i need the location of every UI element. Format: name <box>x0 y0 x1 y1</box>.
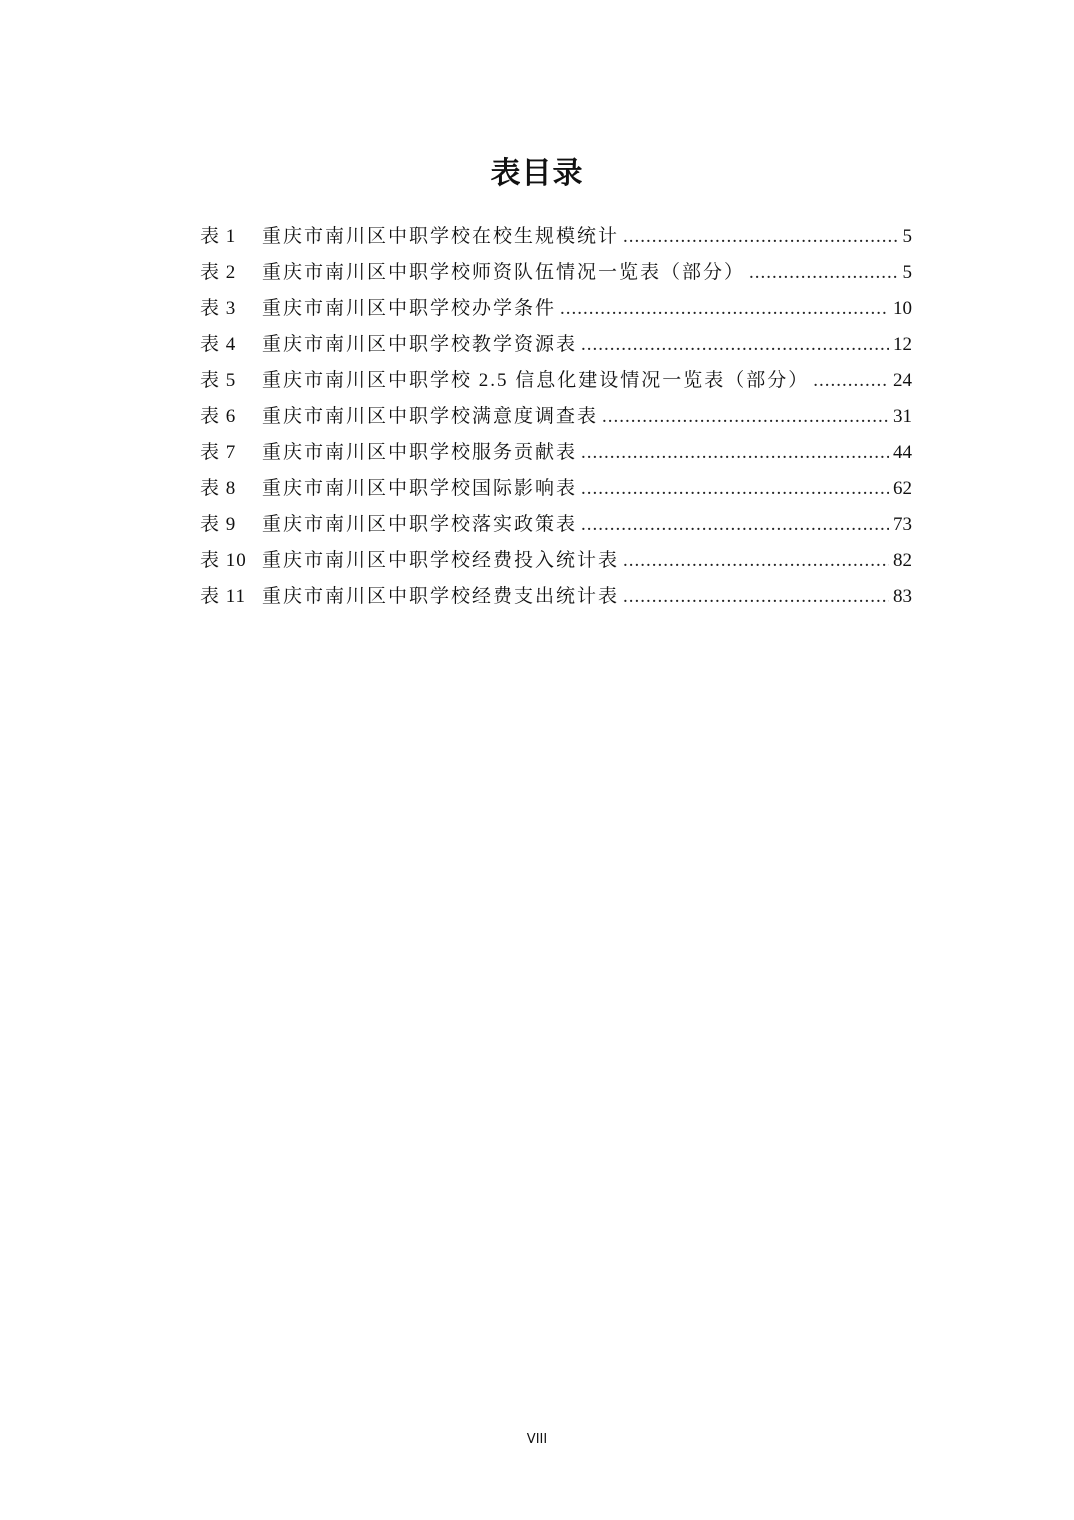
dot-leader <box>581 327 889 363</box>
toc-entry-title: 重庆市南川区中职学校满意度调查表 <box>262 406 599 427</box>
toc-entry-title: 重庆市南川区中职学校服务贡献表 <box>262 442 578 463</box>
dot-leader <box>581 435 889 471</box>
toc-entry-label: 表 11 <box>200 586 247 607</box>
toc-entry-label: 表 3 <box>200 298 237 319</box>
dot-leader <box>560 291 889 327</box>
toc-entry-label: 表 2 <box>200 262 237 283</box>
dot-leader <box>602 399 889 435</box>
toc-entry-8[interactable] <box>200 471 912 507</box>
toc-entry-3[interactable] <box>200 291 912 327</box>
toc-entry-title: 重庆市南川区中职学校在校生规模统计 <box>262 226 620 247</box>
toc-entry-page: 73 <box>893 514 912 535</box>
toc-entry-title: 重庆市南川区中职学校师资队伍情况一览表（部分） <box>262 262 746 283</box>
toc-entry-page: 24 <box>893 370 912 391</box>
toc-entry-title: 重庆市南川区中职学校经费支出统计表 <box>262 586 620 607</box>
toc-entry-page: 5 <box>902 262 912 283</box>
toc-entry-title: 重庆市南川区中职学校办学条件 <box>262 298 557 319</box>
toc-entry-title: 重庆市南川区中职学校落实政策表 <box>262 514 578 535</box>
toc-entry-6[interactable] <box>200 399 912 435</box>
toc-entry-9[interactable] <box>200 507 912 543</box>
toc-entry-label: 表 1 <box>200 226 237 247</box>
toc-entry-page: 44 <box>893 442 912 463</box>
toc-entry-page: 82 <box>893 550 912 571</box>
dot-leader <box>623 219 898 255</box>
toc-entry-label: 表 4 <box>200 334 237 355</box>
dot-leader <box>581 507 889 543</box>
toc-entry-label: 表 5 <box>200 370 237 391</box>
toc-entry-label: 表 6 <box>200 406 237 427</box>
toc-entry-page: 31 <box>893 406 912 427</box>
dot-leader <box>813 363 889 399</box>
toc-entry-title: 重庆市南川区中职学校经费投入统计表 <box>262 550 620 571</box>
toc-entry-label: 表 7 <box>200 442 237 463</box>
toc-entry-title: 重庆市南川区中职学校教学资源表 <box>262 334 578 355</box>
dot-leader <box>581 471 889 507</box>
toc-entry-page: 12 <box>893 334 912 355</box>
table-of-tables <box>200 219 912 615</box>
toc-entry-5[interactable] <box>200 363 912 399</box>
toc-entry-page: 5 <box>902 226 912 247</box>
page-title: 表目录 <box>490 156 584 191</box>
toc-entry-page: 83 <box>893 586 912 607</box>
toc-entry-4[interactable] <box>200 327 912 363</box>
toc-entry-2[interactable] <box>200 255 912 291</box>
toc-entry-1[interactable] <box>200 219 912 255</box>
toc-entry-page: 62 <box>893 478 912 499</box>
toc-entry-label: 表 8 <box>200 478 237 499</box>
dot-leader <box>623 579 889 615</box>
dot-leader <box>749 255 898 291</box>
toc-entry-11[interactable] <box>200 579 912 615</box>
toc-entry-label: 表 9 <box>200 514 237 535</box>
page-number: VIII <box>526 1432 548 1447</box>
toc-entry-title: 重庆市南川区中职学校 2.5 信息化建设情况一览表（部分） <box>262 370 810 391</box>
toc-entry-page: 10 <box>893 298 912 319</box>
toc-entry-7[interactable] <box>200 435 912 471</box>
toc-entry-10[interactable] <box>200 543 912 579</box>
toc-entry-label: 表 10 <box>200 550 247 571</box>
toc-entry-title: 重庆市南川区中职学校国际影响表 <box>262 478 578 499</box>
dot-leader <box>623 543 889 579</box>
